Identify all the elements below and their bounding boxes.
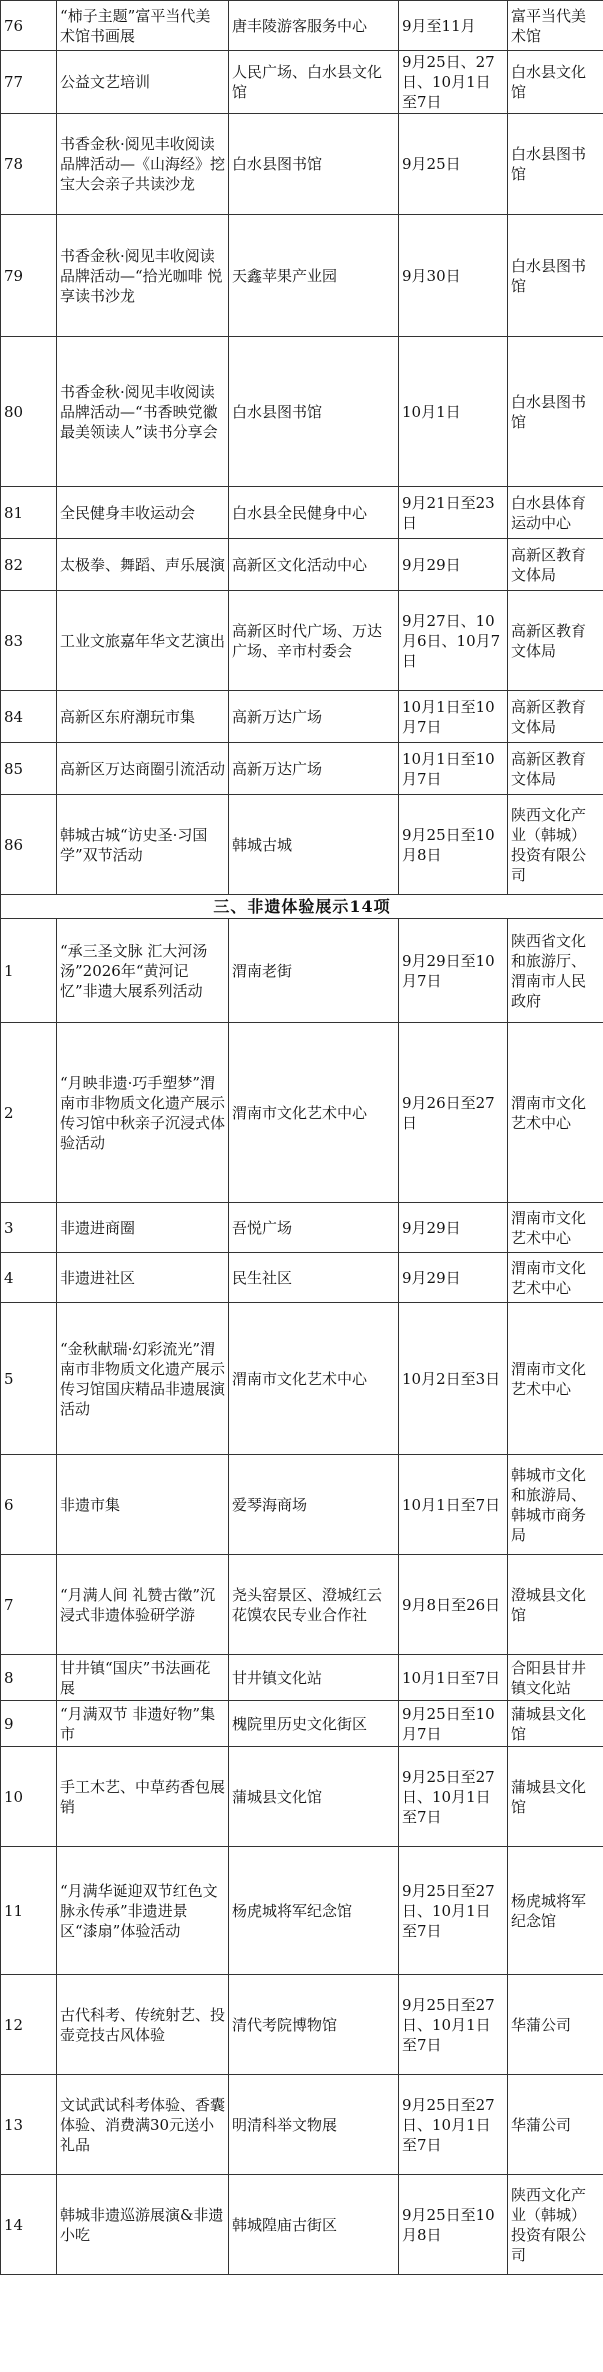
table-row — [1, 1, 603, 51]
event-time: 9月29日至10月7日 — [399, 919, 508, 1023]
row-number: 1 — [1, 919, 57, 1023]
table-row — [1, 591, 603, 691]
event-time: 9月25日至27日、10月1日至7日 — [399, 1747, 508, 1847]
event-name: 公益文艺培训 — [57, 51, 229, 114]
event-time: 9月29日 — [399, 1203, 508, 1253]
table-row — [1, 1023, 603, 1203]
event-time: 10月1日至7日 — [399, 1455, 508, 1555]
event-name: 全民健身丰收运动会 — [57, 487, 229, 539]
event-name: 非遗进社区 — [57, 1253, 229, 1303]
table-row — [1, 1701, 603, 1747]
row-number: 9 — [1, 1701, 57, 1747]
event-venue: 渭南市文化艺术中心 — [229, 1023, 399, 1203]
event-organizer: 白水县图书馆 — [508, 114, 603, 215]
row-number: 3 — [1, 1203, 57, 1253]
section-header-row — [1, 895, 603, 919]
table-row — [1, 2175, 603, 2275]
event-organizer: 韩城市文化和旅游局、韩城市商务局 — [508, 1455, 603, 1555]
table-row — [1, 1555, 603, 1655]
row-number: 4 — [1, 1253, 57, 1303]
event-venue: 天鑫苹果产业园 — [229, 215, 399, 337]
event-name: 非遗进商圈 — [57, 1203, 229, 1253]
event-venue: 渭南市文化艺术中心 — [229, 1303, 399, 1455]
table-row — [1, 795, 603, 895]
event-organizer: 渭南市文化艺术中心 — [508, 1023, 603, 1203]
event-name: 手工木艺、中草药香包展销 — [57, 1747, 229, 1847]
event-venue: 蒲城县文化馆 — [229, 1747, 399, 1847]
table-row — [1, 114, 603, 215]
event-name: 书香金秋·阅见丰收阅读品牌活动—《山海经》挖宝大会亲子共读沙龙 — [57, 114, 229, 215]
row-number: 76 — [1, 1, 57, 51]
event-organizer: 合阳县甘井镇文化站 — [508, 1655, 603, 1701]
table-row — [1, 487, 603, 539]
event-organizer: 白水县图书馆 — [508, 215, 603, 337]
row-number: 79 — [1, 215, 57, 337]
row-number: 86 — [1, 795, 57, 895]
table-row — [1, 691, 603, 743]
event-time: 9月30日 — [399, 215, 508, 337]
row-number: 82 — [1, 539, 57, 591]
event-venue: 甘井镇文化站 — [229, 1655, 399, 1701]
event-name: “月满人间 礼赞古徵”沉浸式非遗体验研学游 — [57, 1555, 229, 1655]
event-venue: 唐丰陵游客服务中心 — [229, 1, 399, 51]
event-organizer: 蒲城县文化馆 — [508, 1701, 603, 1747]
event-name: “月满华诞迎双节红色文脉永传承”非遗进景区“漆扇”体验活动 — [57, 1847, 229, 1975]
event-organizer: 蒲城县文化馆 — [508, 1747, 603, 1847]
table-row — [1, 1203, 603, 1253]
event-name: 高新区万达商圈引流活动 — [57, 743, 229, 795]
event-organizer: 高新区教育文体局 — [508, 743, 603, 795]
event-organizer: 白水县图书馆 — [508, 337, 603, 487]
section-title: 三、非遗体验展示14项 — [1, 895, 603, 919]
event-name: 书香金秋·阅见丰收阅读品牌活动—“书香映党徽 最美领读人”读书分享会 — [57, 337, 229, 487]
table-row — [1, 1847, 603, 1975]
table-row — [1, 215, 603, 337]
table-row — [1, 337, 603, 487]
event-name: 文试武试科考体验、香囊体验、消费满30元送小礼品 — [57, 2075, 229, 2175]
event-organizer: 陕西文化产业（韩城）投资有限公司 — [508, 2175, 603, 2275]
event-time: 9月25日至10月7日 — [399, 1701, 508, 1747]
event-name: “月映非遗·巧手塑梦”渭南市非物质文化遗产展示传习馆中秋亲子沉浸式体验活动 — [57, 1023, 229, 1203]
event-venue: 民生社区 — [229, 1253, 399, 1303]
event-name: “承三圣文脉 汇大河汤汤”2026年“黄河记忆”非遗大展系列活动 — [57, 919, 229, 1023]
event-time: 9月25日至27日、10月1日至7日 — [399, 1975, 508, 2075]
event-time: 9月21日至23日 — [399, 487, 508, 539]
event-time: 9月至11月 — [399, 1, 508, 51]
table-row — [1, 2075, 603, 2175]
row-number: 10 — [1, 1747, 57, 1847]
row-number: 12 — [1, 1975, 57, 2075]
row-number: 77 — [1, 51, 57, 114]
event-name: 工业文旅嘉年华文艺演出 — [57, 591, 229, 691]
event-organizer: 陕西文化产业（韩城）投资有限公司 — [508, 795, 603, 895]
table-row — [1, 743, 603, 795]
table-row — [1, 539, 603, 591]
table-row — [1, 919, 603, 1023]
event-venue: 人民广场、白水县文化馆 — [229, 51, 399, 114]
event-venue: 杨虎城将军纪念馆 — [229, 1847, 399, 1975]
event-time: 9月27日、10月6日、10月7日 — [399, 591, 508, 691]
event-name: “金秋献瑞·幻彩流光”渭南市非物质文化遗产展示传习馆国庆精品非遗展演活动 — [57, 1303, 229, 1455]
event-time: 9月25日至27日、10月1日至7日 — [399, 2075, 508, 2175]
event-organizer: 高新区教育文体局 — [508, 591, 603, 691]
event-name: 甘井镇“国庆”书法画花展 — [57, 1655, 229, 1701]
event-organizer: 富平当代美术馆 — [508, 1, 603, 51]
event-time: 9月25日至27日、10月1日至7日 — [399, 1847, 508, 1975]
event-organizer: 陕西省文化和旅游厅、渭南市人民政府 — [508, 919, 603, 1023]
table-row — [1, 51, 603, 114]
table-row — [1, 1747, 603, 1847]
event-name: “月满双节 非遗好物”集市 — [57, 1701, 229, 1747]
event-name: “柿子主题”富平当代美术馆书画展 — [57, 1, 229, 51]
event-time: 9月26日至27日 — [399, 1023, 508, 1203]
table-row — [1, 1303, 603, 1455]
row-number: 5 — [1, 1303, 57, 1455]
event-time: 9月29日 — [399, 539, 508, 591]
event-organizer: 华蒲公司 — [508, 2075, 603, 2175]
row-number: 7 — [1, 1555, 57, 1655]
event-venue: 高新区文化活动中心 — [229, 539, 399, 591]
event-organizer: 澄城县文化馆 — [508, 1555, 603, 1655]
event-venue: 槐院里历史文化街区 — [229, 1701, 399, 1747]
row-number: 85 — [1, 743, 57, 795]
event-venue: 白水县全民健身中心 — [229, 487, 399, 539]
event-name: 非遗市集 — [57, 1455, 229, 1555]
row-number: 11 — [1, 1847, 57, 1975]
row-number: 2 — [1, 1023, 57, 1203]
event-organizer: 渭南市文化艺术中心 — [508, 1253, 603, 1303]
table-row — [1, 1455, 603, 1555]
event-organizer: 白水县文化馆 — [508, 51, 603, 114]
event-time: 9月8日至26日 — [399, 1555, 508, 1655]
event-time: 10月1日至7日 — [399, 1655, 508, 1701]
event-time: 10月2日至3日 — [399, 1303, 508, 1455]
event-organizer: 高新区教育文体局 — [508, 539, 603, 591]
event-time: 10月1日至10月7日 — [399, 691, 508, 743]
event-venue: 高新区时代广场、万达广场、辛市村委会 — [229, 591, 399, 691]
event-venue: 吾悦广场 — [229, 1203, 399, 1253]
table-row — [1, 1975, 603, 2075]
event-time: 9月25日至10月8日 — [399, 2175, 508, 2275]
table-row — [1, 1253, 603, 1303]
event-venue: 韩城隍庙古街区 — [229, 2175, 399, 2275]
event-organizer: 渭南市文化艺术中心 — [508, 1303, 603, 1455]
row-number: 78 — [1, 114, 57, 215]
event-venue: 高新万达广场 — [229, 743, 399, 795]
event-name: 韩城非遗巡游展演&非遗小吃 — [57, 2175, 229, 2275]
event-venue: 渭南老街 — [229, 919, 399, 1023]
row-number: 84 — [1, 691, 57, 743]
row-number: 14 — [1, 2175, 57, 2275]
event-name: 韩城古城“访史圣·习国学”双节活动 — [57, 795, 229, 895]
table-row — [1, 1655, 603, 1701]
event-time: 9月29日 — [399, 1253, 508, 1303]
row-number: 6 — [1, 1455, 57, 1555]
event-time: 10月1日 — [399, 337, 508, 487]
row-number: 80 — [1, 337, 57, 487]
event-venue: 韩城古城 — [229, 795, 399, 895]
event-name: 古代科考、传统射艺、投壶竞技古风体验 — [57, 1975, 229, 2075]
event-organizer: 白水县体育运动中心 — [508, 487, 603, 539]
event-venue: 清代考院博物馆 — [229, 1975, 399, 2075]
row-number: 81 — [1, 487, 57, 539]
row-number: 83 — [1, 591, 57, 691]
event-name: 太极拳、舞蹈、声乐展演 — [57, 539, 229, 591]
event-time: 10月1日至10月7日 — [399, 743, 508, 795]
event-venue: 白水县图书馆 — [229, 337, 399, 487]
event-venue: 高新万达广场 — [229, 691, 399, 743]
event-venue: 尧头窑景区、澄城红云花馍农民专业合作社 — [229, 1555, 399, 1655]
event-venue: 明清科举文物展 — [229, 2075, 399, 2175]
event-name: 高新区东府潮玩市集 — [57, 691, 229, 743]
row-number: 13 — [1, 2075, 57, 2175]
event-name: 书香金秋·阅见丰收阅读品牌活动—“拾光咖啡 悦享读书沙龙 — [57, 215, 229, 337]
event-time: 9月25日 — [399, 114, 508, 215]
row-number: 8 — [1, 1655, 57, 1701]
event-time: 9月25日、27日、10月1日至7日 — [399, 51, 508, 114]
event-organizer: 高新区教育文体局 — [508, 691, 603, 743]
event-organizer: 华蒲公司 — [508, 1975, 603, 2075]
event-time: 9月25日至10月8日 — [399, 795, 508, 895]
event-organizer: 杨虎城将军纪念馆 — [508, 1847, 603, 1975]
event-organizer: 渭南市文化艺术中心 — [508, 1203, 603, 1253]
event-venue: 白水县图书馆 — [229, 114, 399, 215]
event-venue: 爱琴海商场 — [229, 1455, 399, 1555]
